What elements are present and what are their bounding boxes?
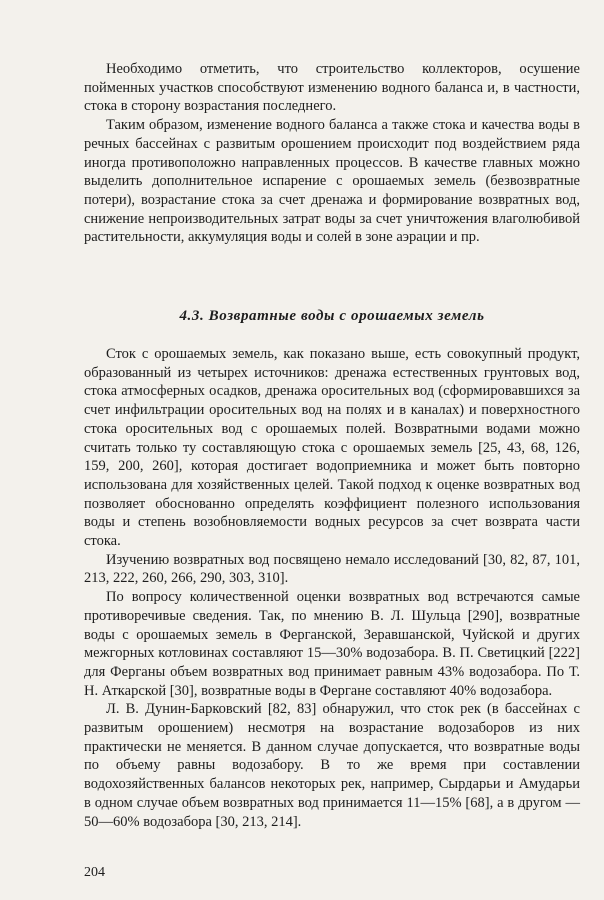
- paragraph: Таким образом, изменение водного баланса а также стока и качества воды в речных бассейнах с развитым орошением происходит под воздействием ряда иногда противоположно направленных процессов. В качестве главных можно выделить дополнительное испарение с орошаемых земель (безвозвратные потери), возрастание стока за счет дренажа и формирование возвратных вод, снижение непроизводительных затрат воды за счет уничтожения влаголюбивой растительности, аккумуляция воды и солей в зоне аэрации и пр.: [84, 117, 580, 246]
- paragraph: Необходимо отметить, что строительство коллекторов, осушение пойменных участков способствуют изменению водного баланса и, в частности, стока в сторону возрастания последнего.: [84, 61, 580, 115]
- paragraph: По вопросу количественной оценки возвратных вод встречаются самые противоречивые сведения. Так, по мнению В. Л. Шульца [290], возвратные воды с орошаемых земель в Ферганской, Зеравшанской, Чуйской и других межгорных котловинах составляют 15—30% водозабора. В. П. Светицкий [222] для Ферганы объем возвратных вод принимает равным 43% водозабора. По Т. Н. Аткарской [30], возвратные воды в Фергане составляют 40% водозабора.: [84, 589, 580, 699]
- intro-text: [84, 60, 580, 247]
- section-text: [84, 345, 580, 831]
- paragraph: Изучению возвратных вод посвящено немало исследований [30, 82, 87, 101, 213, 222, 260, 266, 290, 303, 310].: [84, 551, 580, 587]
- paragraph: Сток с орошаемых земель, как показано выше, есть совокупный продукт, образованный из четырех источников: дренажа естественных грунтовых вод, стока атмосферных осадков, дренажа оросительных вод (сформировавшихся за счет инфильтрации оросительных вод на полях и в каналах) и поверхностного стока оросительных вод с орошаемых полей. Возвратными водами можно считать только ту составляющую стока с орошаемых земель [25, 43, 68, 126, 159, 200, 260], которая достигает водоприемника и может быть повторно использована для хозяйственных целей. Такой подход к оценке возвратных вод позволяет обоснованно определять коэффициент полезного использования воды и степень возобновляемости водных ресурсов за счет возврата части стока.: [84, 346, 580, 550]
- section-heading: 4.3. Возвратные воды с орошаемых земель: [179, 308, 485, 324]
- page-number: 204: [84, 865, 105, 880]
- paragraph: Л. В. Дунин-Барковский [82, 83] обнаружил, что сток рек (в бассейнах с развитым орошением) несмотря на возрастание водозаборов из них практически не меняется. В данном случае допускается, что возвратные воды по объему равны водозабору. В то же время при составлении водохозяйственных балансов некоторых рек, например, Сырдарьи и Амударьи в одном случае объем возвратных вод принимается 11—15% [68], а в другом — 50—60% водозабора [30, 213, 214].: [84, 701, 580, 830]
